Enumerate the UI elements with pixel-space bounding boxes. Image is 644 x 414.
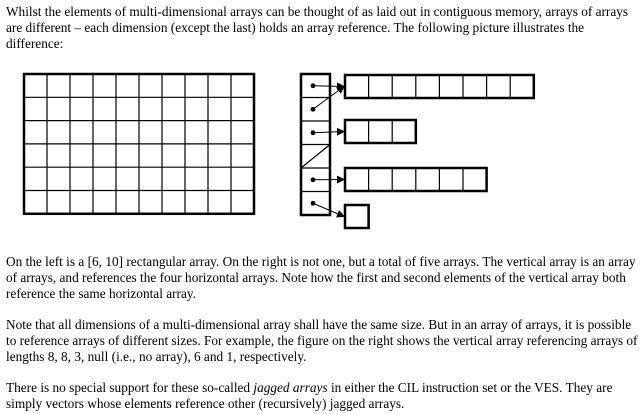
intro-paragraph: Whilst the elements of multi-dimensional arrays can be thought of as laid out in contiguous memory, arrays of arrays are different – each dimension (except the last) holds an array reference. The following picture illustrates the difference:	[6, 4, 629, 51]
horizontal-array-border	[345, 205, 369, 228]
dimensions-paragraph: Note that all dimensions of a multi-dimensional array shall have the same size. But in an array of arrays, it is possible to reference arrays of different sizes. For example, the figure on the right shows the vertical array referencing arrays of lengths 8, 8, 3, null (i.e., no array), 6 and 1, respectively.	[6, 317, 638, 364]
rectangular-array	[24, 74, 254, 214]
null-reference-slash	[301, 145, 330, 169]
jagged-arrays-term: jagged arrays	[253, 380, 328, 395]
reference-arrow	[313, 132, 344, 133]
horizontal-array-border	[345, 120, 416, 143]
jagged-array	[301, 74, 534, 228]
rectangular-vs-jagged-paragraph: On the left is a [6, 10] rectangular array. On the right is not one, but a total of five arrays. The vertical array is an array of arrays, and references the four horizontal arrays. Note how the first and second elements of the vertical array both reference the same horizontal array.	[6, 254, 636, 301]
jagged-arrays-paragraph: There is no special support for these so-called jagged arrays in either the CIL instruction set or the VES. They are simply vectors whose elements reference other (recursively) jagged arrays.	[6, 380, 613, 411]
reference-arrow	[313, 86, 344, 87]
